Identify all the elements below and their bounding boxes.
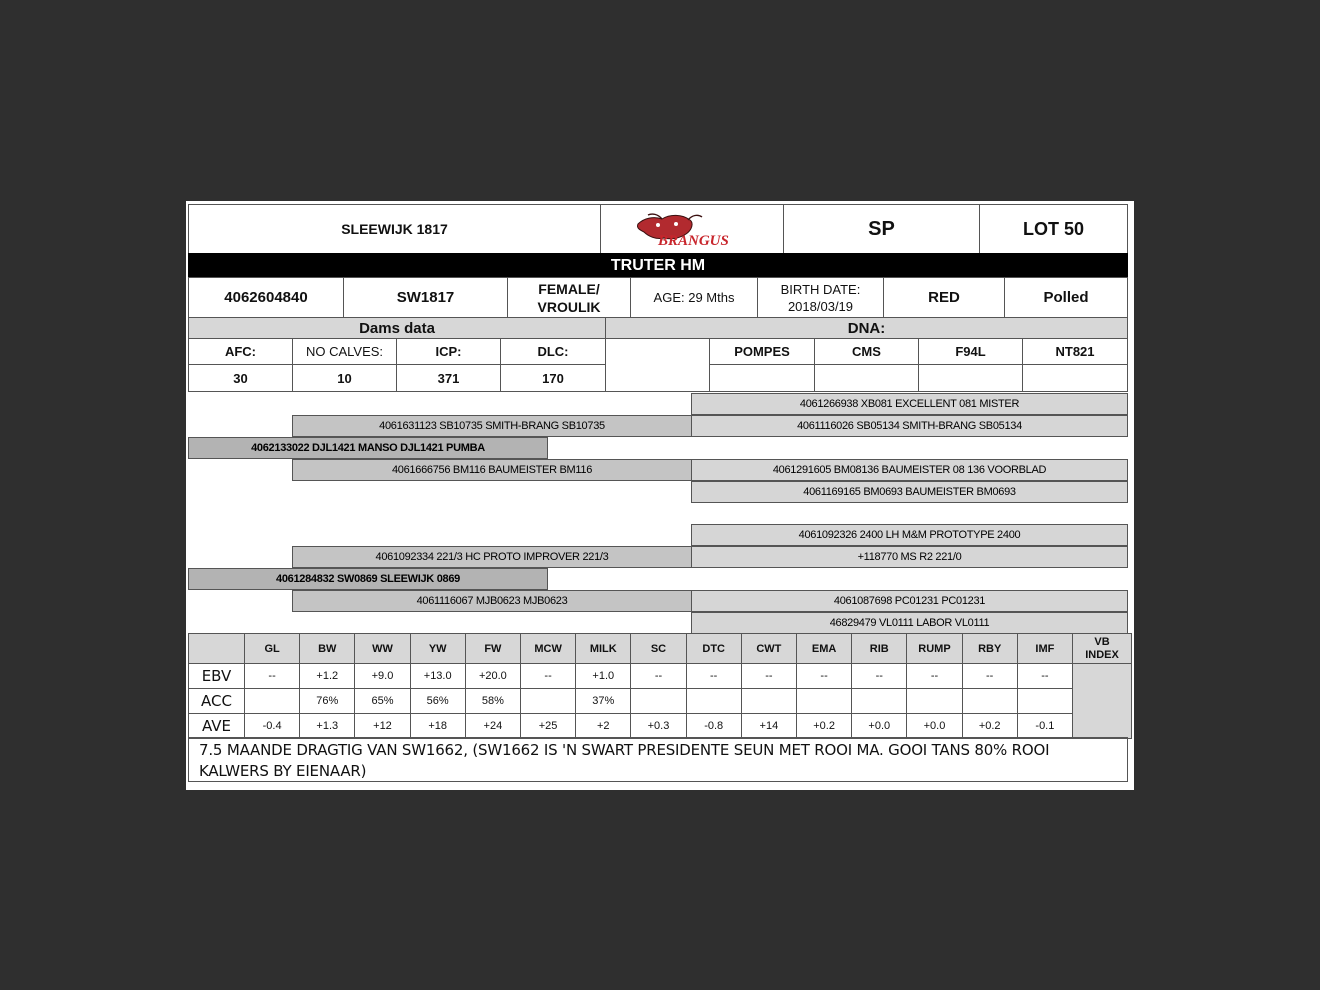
pedigree-dam-sire: 4061092334 221/3 HC PROTO IMPROVER 221/3 bbox=[292, 546, 692, 568]
pedigree-sire: 4062133022 DJL1421 MANSO DJL1421 PUMBA bbox=[188, 437, 548, 459]
dlc-value: 170 bbox=[500, 364, 606, 392]
pedigree-sire-sire-dam: 4061116026 SB05134 SMITH-BRANG SB05134 bbox=[691, 415, 1128, 437]
ebv-cell: +20.0 bbox=[465, 663, 521, 689]
ebv-cell: 76% bbox=[299, 688, 355, 714]
ebv-header-yw: YW bbox=[410, 633, 466, 664]
ebv-cell: -0.1 bbox=[1017, 713, 1073, 739]
ebv-header-milk: MILK bbox=[575, 633, 631, 664]
vb-index-header-line: INDEX bbox=[1085, 648, 1119, 661]
lot-card bbox=[186, 201, 1134, 790]
ebv-cell: +1.0 bbox=[575, 663, 631, 689]
ebv-cell: +2 bbox=[575, 713, 631, 739]
lot-number: LOT 50 bbox=[979, 204, 1128, 254]
ebv-cell: -- bbox=[686, 663, 742, 689]
ebv-cell: -0.8 bbox=[686, 713, 742, 739]
ebv-cell bbox=[630, 688, 686, 714]
logo-text: BRANGUS bbox=[658, 233, 729, 248]
ebv-header-ema: EMA bbox=[796, 633, 852, 664]
sex-line-2: VROULIK bbox=[537, 298, 601, 315]
ebv-cell: +0.0 bbox=[851, 713, 907, 739]
bull-head-icon bbox=[632, 210, 752, 248]
ebv-cell: -- bbox=[244, 663, 300, 689]
colour: RED bbox=[883, 277, 1005, 318]
ebv-header-bw: BW bbox=[299, 633, 355, 664]
ebv-cell: 56% bbox=[410, 688, 466, 714]
pedigree-dam-sire-sire: 4061092326 2400 LH M&M PROTOTYPE 2400 bbox=[691, 524, 1128, 546]
ebv-row-label-ebv: EBV bbox=[188, 663, 245, 689]
ebv-cell: -- bbox=[851, 663, 907, 689]
pedigree-sire-sire: 4061631123 SB10735 SMITH-BRANG SB10735 bbox=[292, 415, 692, 437]
ebv-cell: -- bbox=[520, 663, 576, 689]
ebv-table bbox=[188, 633, 1128, 738]
ebv-cell: -0.4 bbox=[244, 713, 300, 739]
ebv-header-sc: SC bbox=[630, 633, 686, 664]
dna-blank bbox=[605, 338, 710, 392]
dna-f94l-label: F94L bbox=[918, 338, 1023, 365]
ebv-cell bbox=[741, 688, 797, 714]
birth-date bbox=[757, 277, 884, 318]
ebv-cell: +0.2 bbox=[962, 713, 1018, 739]
registration-number: 4062604840 bbox=[188, 277, 344, 318]
ebv-header-rump: RUMP bbox=[906, 633, 962, 664]
ebv-cell: +1.2 bbox=[299, 663, 355, 689]
dna-cms-value bbox=[814, 364, 919, 392]
ebv-cell bbox=[520, 688, 576, 714]
ebv-cell: +24 bbox=[465, 713, 521, 739]
ebv-corner-header bbox=[188, 633, 245, 664]
age: AGE: 29 Mths bbox=[630, 277, 758, 318]
ebv-header-dtc: DTC bbox=[686, 633, 742, 664]
dna-title: DNA: bbox=[605, 317, 1128, 339]
horn-status: Polled bbox=[1004, 277, 1128, 318]
vb-index-value bbox=[1072, 663, 1132, 739]
pedigree-dam-dam: 4061116067 MJB0623 MJB0623 bbox=[292, 590, 692, 612]
pedigree-dam-dam-sire: 4061087698 PC01231 PC01231 bbox=[691, 590, 1128, 612]
ebv-cell bbox=[962, 688, 1018, 714]
ebv-cell bbox=[244, 688, 300, 714]
ebv-cell: +13.0 bbox=[410, 663, 466, 689]
ebv-cell: +12 bbox=[354, 713, 410, 739]
sex bbox=[507, 277, 631, 318]
owner-name: TRUTER HM bbox=[188, 253, 1128, 278]
dna-f94l-value bbox=[918, 364, 1023, 392]
ebv-row-label-ave: AVE bbox=[188, 713, 245, 739]
tag-number: SW1817 bbox=[343, 277, 508, 318]
dna-nt821-value bbox=[1022, 364, 1128, 392]
birth-date-value: 2018/03/19 bbox=[787, 298, 854, 314]
ebv-cell: -- bbox=[962, 663, 1018, 689]
ebv-cell: 37% bbox=[575, 688, 631, 714]
brangus-logo bbox=[600, 204, 784, 254]
dna-nt821-label: NT821 bbox=[1022, 338, 1128, 365]
ebv-cell: -- bbox=[906, 663, 962, 689]
ebv-header-ww: WW bbox=[354, 633, 410, 664]
ebv-row-label-acc: ACC bbox=[188, 688, 245, 714]
pedigree-dam: 4061284832 SW0869 SLEEWIJK 0869 bbox=[188, 568, 548, 590]
ebv-header-mcw: MCW bbox=[520, 633, 576, 664]
sex-line-1: FEMALE/ bbox=[538, 280, 600, 297]
pedigree-sire-dam-sire: 4061291605 BM08136 BAUMEISTER 08 136 VOORBLAD bbox=[691, 459, 1128, 481]
ebv-cell: -- bbox=[1017, 663, 1073, 689]
ebv-cell bbox=[686, 688, 742, 714]
ebv-cell: +18 bbox=[410, 713, 466, 739]
ebv-header-rib: RIB bbox=[851, 633, 907, 664]
dna-pompes-label: POMPES bbox=[709, 338, 815, 365]
pedigree-dam-dam-dam: 46829479 VL0111 LABOR VL0111 bbox=[691, 612, 1128, 634]
no-calves-label: NO CALVES: bbox=[292, 338, 397, 365]
vb-index-header bbox=[1072, 633, 1132, 664]
ebv-cell: -- bbox=[796, 663, 852, 689]
pedigree-sire-sire-sire: 4061266938 XB081 EXCELLENT 081 MISTER bbox=[691, 393, 1128, 415]
ebv-cell bbox=[851, 688, 907, 714]
ebv-cell: +0.0 bbox=[906, 713, 962, 739]
ebv-cell: +0.2 bbox=[796, 713, 852, 739]
ebv-cell: +14 bbox=[741, 713, 797, 739]
ebv-cell: -- bbox=[630, 663, 686, 689]
dams-data-title: Dams data bbox=[188, 317, 606, 339]
ebv-header-imf: IMF bbox=[1017, 633, 1073, 664]
animal-name: SLEEWIJK 1817 bbox=[188, 204, 601, 254]
pedigree-sire-dam-dam: 4061169165 BM0693 BAUMEISTER BM0693 bbox=[691, 481, 1128, 503]
ebv-header-fw: FW bbox=[465, 633, 521, 664]
ebv-cell: +25 bbox=[520, 713, 576, 739]
ebv-cell bbox=[906, 688, 962, 714]
code-badge: SP bbox=[783, 204, 980, 254]
ebv-header-cwt: CWT bbox=[741, 633, 797, 664]
ebv-cell bbox=[1017, 688, 1073, 714]
ebv-cell: +0.3 bbox=[630, 713, 686, 739]
ebv-cell: +9.0 bbox=[354, 663, 410, 689]
dna-cms-label: CMS bbox=[814, 338, 919, 365]
birth-date-label: BIRTH DATE: bbox=[780, 281, 861, 297]
icp-label: ICP: bbox=[396, 338, 501, 365]
dna-pompes-value bbox=[709, 364, 815, 392]
pedigree-sire-dam: 4061666756 BM116 BAUMEISTER BM116 bbox=[292, 459, 692, 481]
icp-value: 371 bbox=[396, 364, 501, 392]
ebv-header-rby: RBY bbox=[962, 633, 1018, 664]
vb-index-header-line: VB bbox=[1094, 635, 1110, 648]
ebv-cell: -- bbox=[741, 663, 797, 689]
ebv-cell: 58% bbox=[465, 688, 521, 714]
ebv-cell bbox=[796, 688, 852, 714]
ebv-cell: +1.3 bbox=[299, 713, 355, 739]
pedigree-dam-sire-dam: +118770 MS R2 221/0 bbox=[691, 546, 1128, 568]
afc-label: AFC: bbox=[188, 338, 293, 365]
ebv-header-gl: GL bbox=[244, 633, 300, 664]
dlc-label: DLC: bbox=[500, 338, 606, 365]
no-calves-value: 10 bbox=[292, 364, 397, 392]
afc-value: 30 bbox=[188, 364, 293, 392]
notes: 7.5 MAANDE DRAGTIG VAN SW1662, (SW1662 IS 'N SWART PRESIDENTE SEUN MET ROOI MA. GOOI TANS 80% ROOI KALWERS BY EIENAAR) bbox=[188, 737, 1128, 782]
ebv-cell: 65% bbox=[354, 688, 410, 714]
